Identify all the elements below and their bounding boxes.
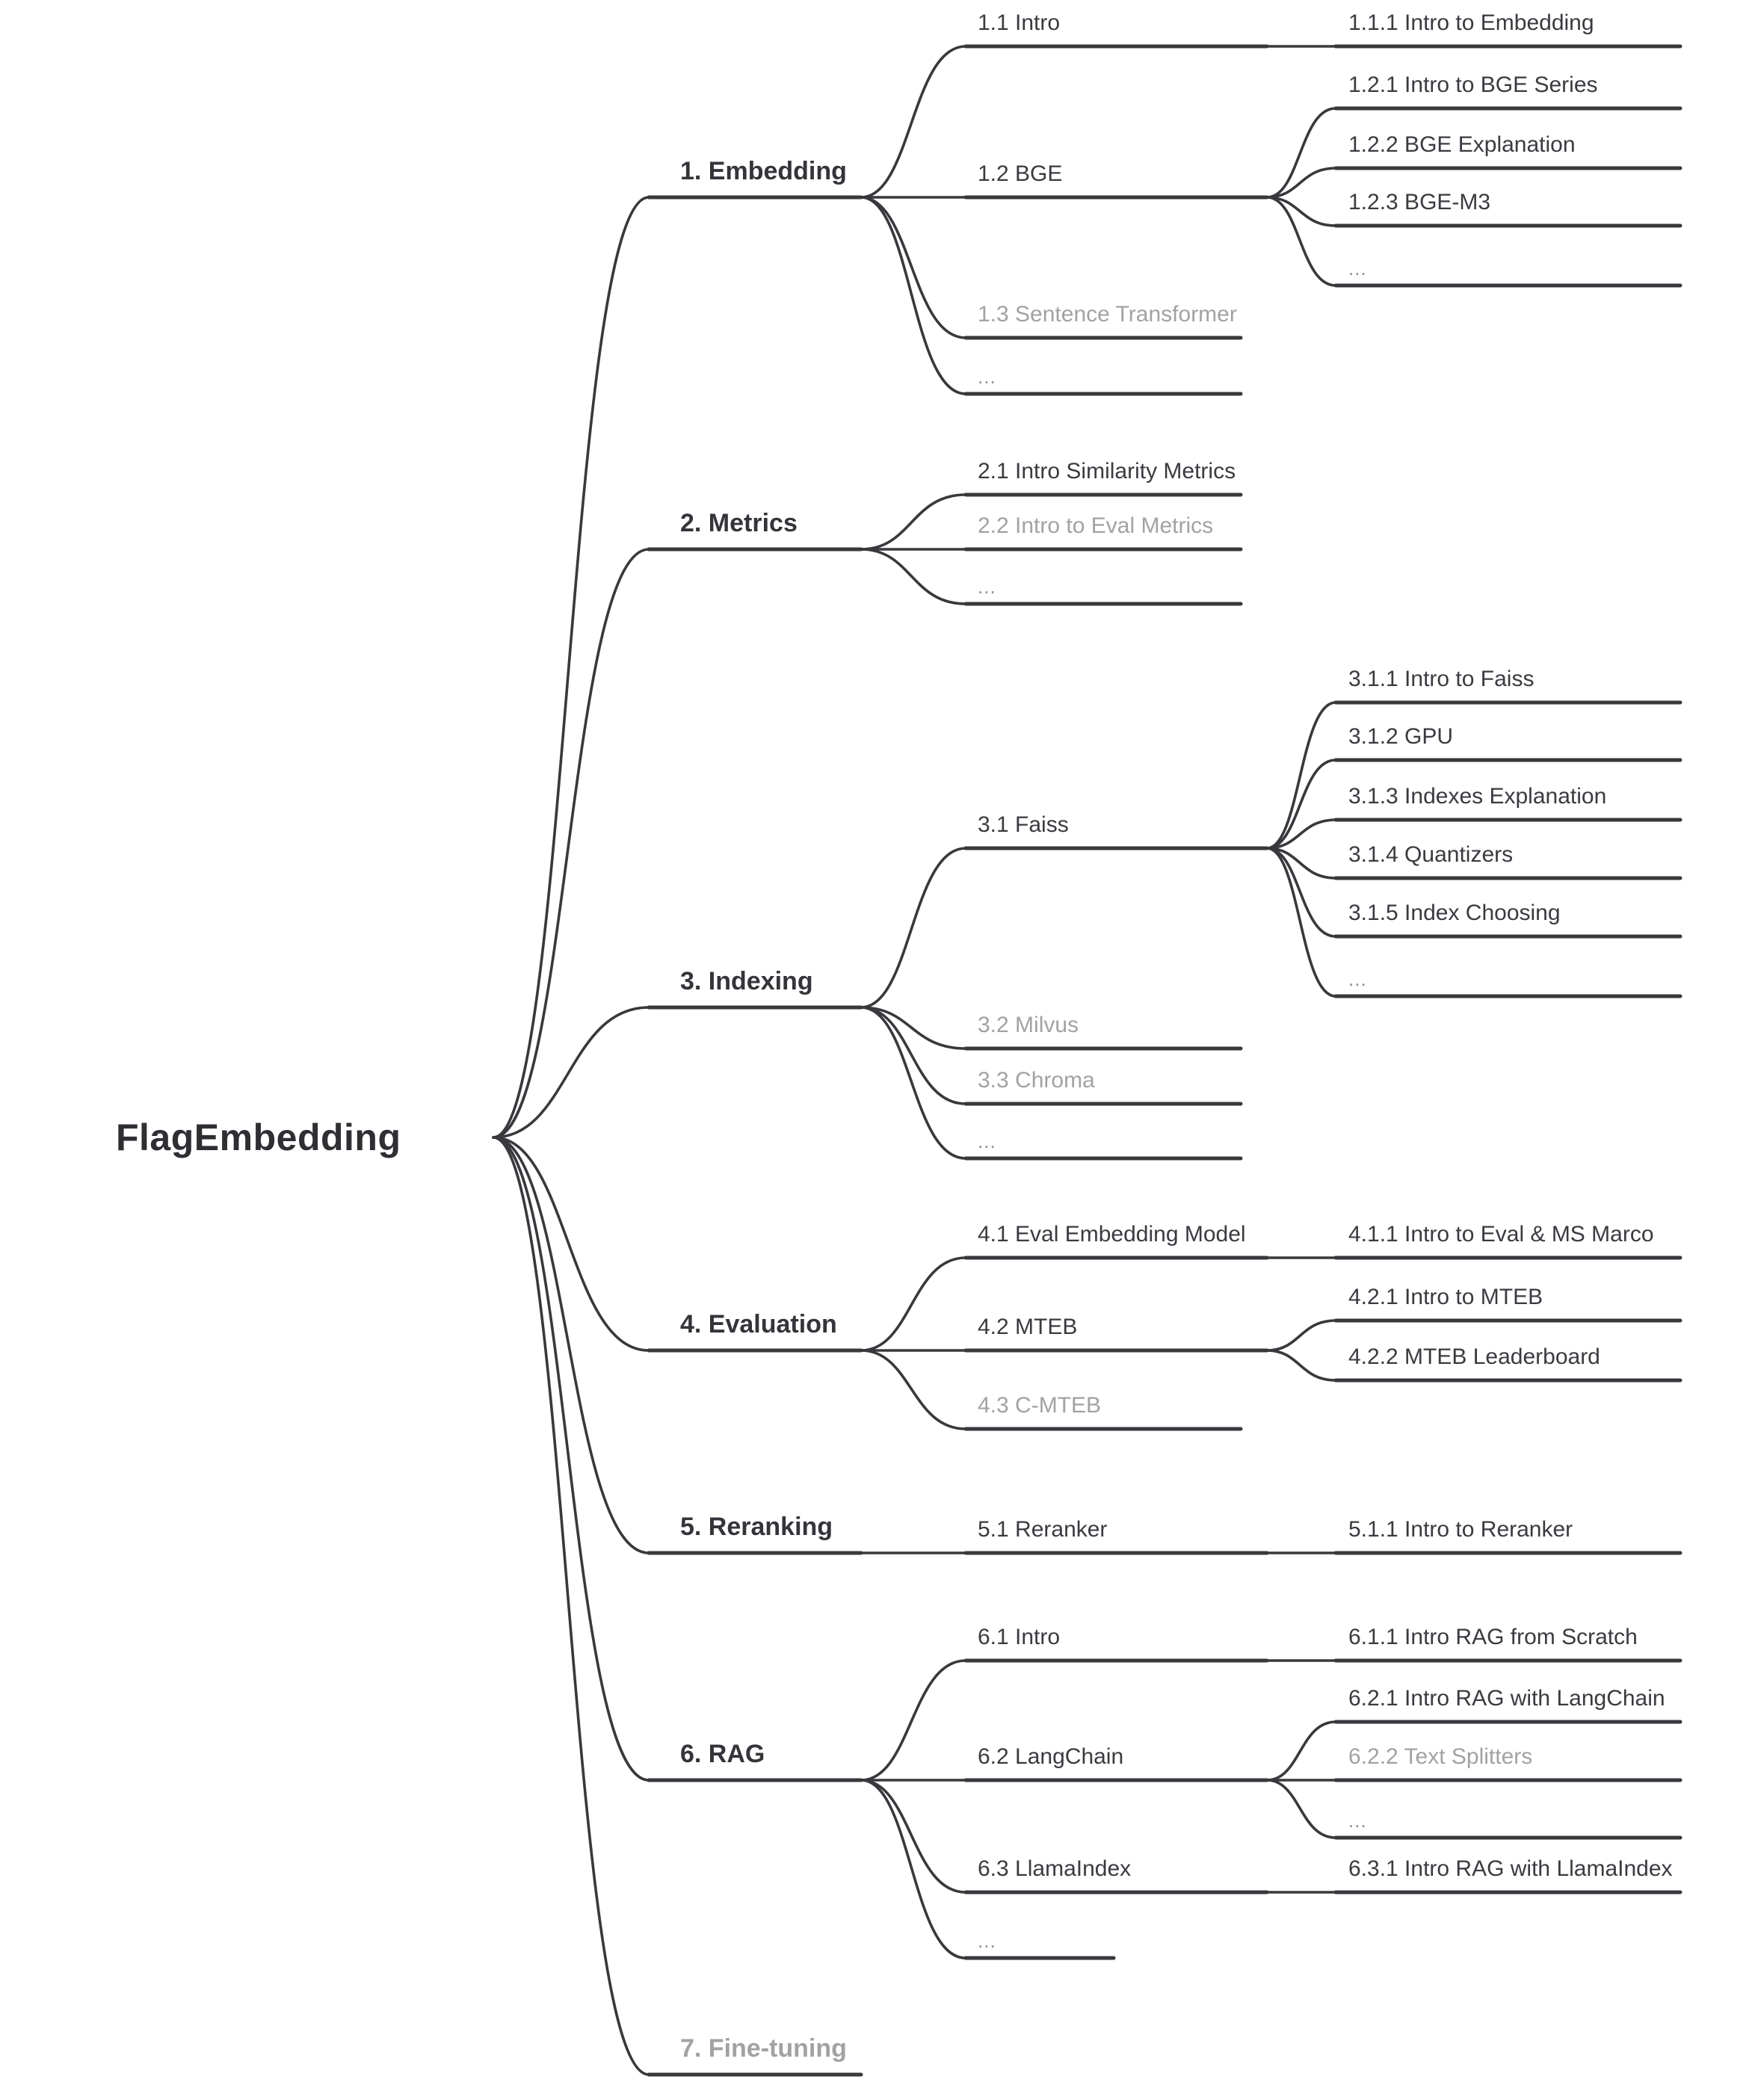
node-6-1-1-intro-rag-from-scratch: 6.1.1 Intro RAG from Scratch [1348, 1625, 1638, 1649]
node-1-2-bge: 1.2 BGE [978, 161, 1063, 186]
node-3-1-5-index-choosing: 3.1.5 Index Choosing [1348, 901, 1561, 925]
node-1-1-1-intro-to-embedding: 1.1.1 Intro to Embedding [1348, 10, 1594, 35]
node-2-2-intro-to-eval-metrics: 2.2 Intro to Eval Metrics [978, 513, 1214, 538]
link-root-branch [493, 1137, 649, 1780]
link-child-grandchild [1267, 197, 1336, 285]
link-branch-child [861, 549, 966, 604]
node-3-ellipsis: ... [978, 1130, 996, 1152]
link-branch-child [861, 197, 966, 394]
link-branch-child [861, 848, 966, 1007]
node-3-1-1-intro-to-faiss: 3.1.1 Intro to Faiss [1348, 667, 1535, 691]
node-1-2-ellipsis: ... [1348, 257, 1367, 280]
link-child-grandchild [1267, 702, 1336, 848]
node-6-ellipsis: ... [978, 1930, 996, 1952]
node-3-1-4-quantizers: 3.1.4 Quantizers [1348, 842, 1514, 867]
node-1-2-2-bge-explanation: 1.2.2 BGE Explanation [1348, 132, 1576, 157]
link-child-grandchild [1267, 848, 1336, 996]
link-child-grandchild [1267, 1722, 1336, 1780]
node-4-1-1-intro-to-eval-ms-marco: 4.1.1 Intro to Eval & MS Marco [1348, 1222, 1654, 1247]
node-4-3-c-mteb: 4.3 C-MTEB [978, 1393, 1102, 1418]
link-child-grandchild [1267, 1780, 1336, 1838]
node-2-1-intro-similarity-metrics: 2.1 Intro Similarity Metrics [978, 459, 1236, 484]
node-4-1-eval-embedding-model: 4.1 Eval Embedding Model [978, 1222, 1246, 1247]
node-4-2-1-intro-to-mteb: 4.2.1 Intro to MTEB [1348, 1285, 1543, 1309]
link-child-grandchild [1267, 1321, 1336, 1350]
node-6-rag: 6. RAG [680, 1740, 765, 1768]
node-4-2-mteb: 4.2 MTEB [978, 1315, 1078, 1339]
node-6-1-intro: 6.1 Intro [978, 1625, 1061, 1649]
node-5-reranking: 5. Reranking [680, 1513, 833, 1541]
node-flagembedding: FlagEmbedding [116, 1117, 401, 1158]
node-1-3-sentence-transformer: 1.3 Sentence Transformer [978, 302, 1237, 327]
link-root-branch [493, 1137, 649, 1553]
node-5-1-1-intro-to-reranker: 5.1.1 Intro to Reranker [1348, 1517, 1573, 1542]
node-6-2-1-intro-rag-with-langchain: 6.2.1 Intro RAG with LangChain [1348, 1686, 1665, 1711]
link-branch-child [861, 495, 966, 549]
node-6-2-ellipsis: ... [1348, 1809, 1367, 1832]
node-7-fine-tuning: 7. Fine-tuning [680, 2034, 847, 2063]
node-2-ellipsis: ... [978, 575, 996, 598]
link-branch-child [861, 1780, 966, 1958]
node-4-evaluation: 4. Evaluation [680, 1310, 837, 1338]
node-1-2-3-bge-m3: 1.2.3 BGE-M3 [1348, 190, 1491, 214]
node-6-2-langchain: 6.2 LangChain [978, 1744, 1124, 1769]
node-1-2-1-intro-to-bge-series: 1.2.1 Intro to BGE Series [1348, 72, 1598, 97]
link-branch-child [861, 1350, 966, 1429]
link-branch-child [861, 1661, 966, 1780]
node-3-3-chroma: 3.3 Chroma [978, 1068, 1095, 1093]
node-3-1-2-gpu: 3.1.2 GPU [1348, 724, 1454, 749]
node-1-ellipsis: ... [978, 365, 996, 388]
link-branch-child [861, 46, 966, 197]
link-branch-child [861, 197, 966, 338]
node-1-1-intro: 1.1 Intro [978, 10, 1061, 35]
node-2-metrics: 2. Metrics [680, 509, 798, 537]
node-3-1-3-indexes-explanation: 3.1.3 Indexes Explanation [1348, 784, 1607, 809]
node-4-2-2-mteb-leaderboard: 4.2.2 MTEB Leaderboard [1348, 1344, 1600, 1369]
node-3-2-milvus: 3.2 Milvus [978, 1013, 1079, 1037]
node-6-3-1-intro-rag-with-llamaindex: 6.3.1 Intro RAG with LlamaIndex [1348, 1856, 1673, 1881]
node-6-2-2-text-splitters: 6.2.2 Text Splitters [1348, 1744, 1533, 1769]
node-3-indexing: 3. Indexing [680, 967, 813, 995]
node-6-3-llamaindex: 6.3 LlamaIndex [978, 1856, 1132, 1881]
link-root-branch [493, 1137, 649, 2075]
node-3-1-faiss: 3.1 Faiss [978, 812, 1069, 837]
node-3-1-ellipsis: ... [1348, 968, 1367, 990]
link-root-branch [493, 197, 649, 1137]
node-5-1-reranker: 5.1 Reranker [978, 1517, 1108, 1542]
link-child-grandchild [1267, 1350, 1336, 1380]
link-child-grandchild [1267, 108, 1336, 197]
node-1-embedding: 1. Embedding [680, 157, 847, 185]
link-branch-child [861, 1258, 966, 1350]
